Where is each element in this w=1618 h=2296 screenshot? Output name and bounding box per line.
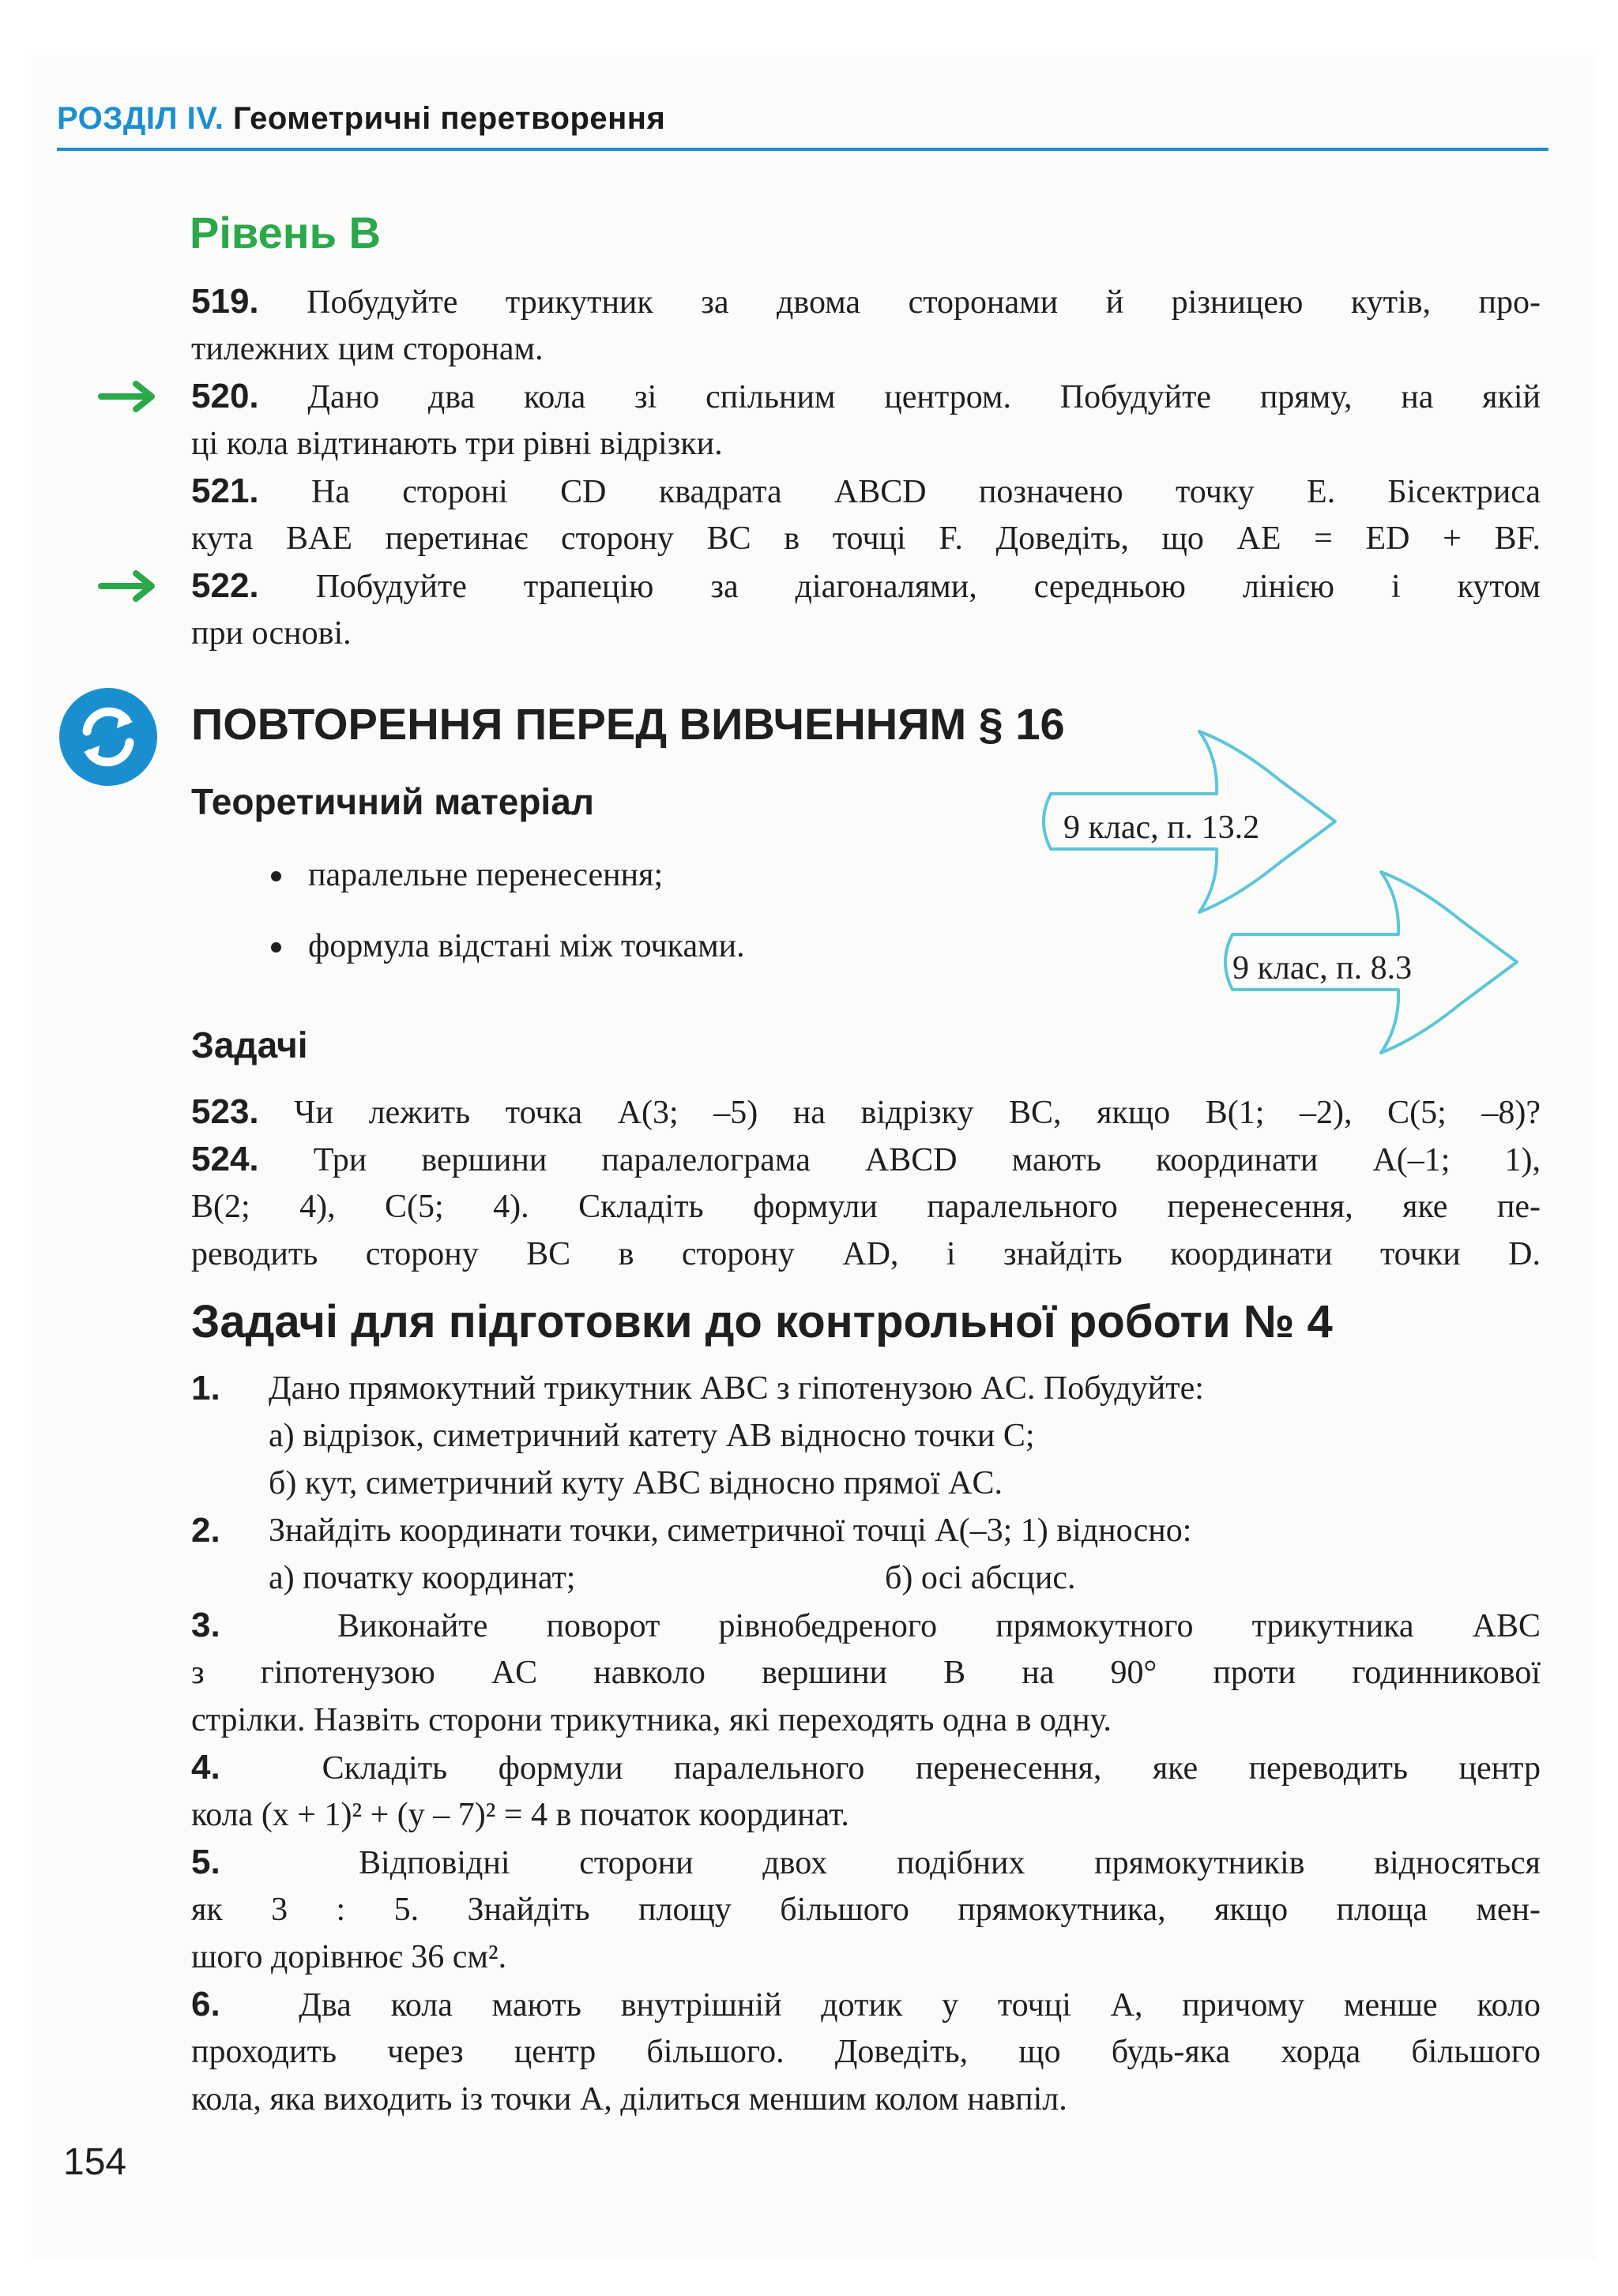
test-task-3-line-2: з гіпотенузою AC навколо вершини B на 90° проти годинникової [191,1655,1541,1691]
arrow-right-icon [98,569,161,603]
bullet [271,942,281,953]
test-task-4-line-2: кола (x + 1)² + (y – 7)² = 4 в початок координат. [191,1797,849,1833]
test-task-1-line-3: б) кут, симетричний куту ABC відносно прямої AC. [269,1465,1003,1501]
test-task-1-num: 1. [191,1369,220,1407]
page-number: 154 [63,2141,127,2183]
test-task-5-line-2: як 3 : 5. Знайдіть площу більшого прямокутника, якщо площа мен- [191,1892,1541,1928]
problem-522-line-1: 522. Побудуйте трапецію за діагоналями, середньою лінією і кутом [191,566,1541,605]
theory-title: Теоретичний матеріал [191,781,594,822]
reference-label-2: 9 клас, п. 8.3 [1232,950,1413,986]
problem-522-line-2: при основі. [191,615,352,652]
test-task-6-line-1: 6. Два кола мають внутрішній дотик у точці A, причому менше коло [191,1985,1541,2024]
test-prep-title: Задачі для підготовки до контрольної роботи № 4 [191,1296,1333,1347]
running-header [57,101,665,137]
section-label: РОЗДІЛ IV. [57,101,224,136]
reference-label-1: 9 клас, п. 13.2 [1063,810,1260,846]
test-task-2-num: 2. [191,1511,220,1550]
bullet [271,871,281,881]
test-task-2-option-a: а) початку координат; [269,1560,576,1596]
test-task-2-option-b: б) осі абсцис. [885,1560,1076,1596]
theory-bullet-1: паралельне перенесення; [308,857,664,893]
problem-524-line-3: реводить сторону BC в сторону AD, і знайдіть координати точки D. [191,1236,1541,1272]
problem-519-line-2: тилежних цим сторонам. [191,331,544,367]
problem-519-line-1: 519. Побудуйте трикутник за двома сторонами й різницею кутів, про- [191,282,1541,321]
problem-520-line-2: ці кола відтинають три рівні відрізки. [191,426,723,462]
level-title: Рівень В [190,208,381,257]
problem-521-line-1: 521. На стороні CD квадрата ABCD позначено точку E. Бісектриса [191,472,1541,510]
refresh-cycle-icon [57,686,160,788]
review-title: ПОВТОРЕННЯ ПЕРЕД ВИВЧЕННЯМ § 16 [191,699,1065,749]
test-task-5-line-3: шого дорівнює 36 см². [191,1939,507,1975]
theory-bullet-2: формула відстані між точками. [308,928,745,964]
test-task-5-line-1: 5. Відповідні сторони двох подібних прямокутників відносяться [191,1843,1541,1881]
test-task-3-line-3: стрілки. Назвіть сторони трикутника, які переходять одна в одну. [191,1702,1112,1738]
tasks-title: Задачі [191,1024,308,1065]
problem-524-line-2: B(2; 4), C(5; 4). Складіть формули паралельного перенесення, яке пе- [191,1189,1541,1225]
header-rule [57,148,1548,151]
section-title: Геометричні перетворення [232,101,666,136]
problem-521-line-2: кута BAE перетинає сторону BC в точці F. Доведіть, що AE = ED + BF. [191,520,1541,557]
test-task-6-line-2: проходить через центр більшого. Доведіть, що будь-яка хорда більшого [191,2034,1541,2070]
test-task-1-line-2: а) відрізок, симетричний катету AB відносно точки C; [269,1418,1035,1454]
arrow-right-icon [98,379,161,414]
test-task-6-line-3: кола, яка виходить із точки A, ділиться меншим колом навпіл. [191,2081,1067,2118]
test-task-1-line-1: Дано прямокутний трикутник ABC з гіпотенузою AC. Побудуйте: [269,1370,1204,1407]
test-task-3-line-1: 3. Виконайте поворот рівнобедреного прямокутного трикутника ABC [191,1606,1541,1644]
problem-523: 523. Чи лежить точка A(3; –5) на відрізку BC, якщо B(1; –2), C(5; –8)? [191,1092,1541,1131]
test-task-2-line-1: Знайдіть координати точки, симетричної точці A(–3; 1) відносно: [269,1513,1192,1549]
problem-524-line-1: 524. Три вершини паралелограма ABCD мають координати A(–1; 1), [191,1140,1541,1178]
test-task-4-line-1: 4. Складіть формули паралельного перенесення, яке переводить центр [191,1748,1541,1787]
problem-520-line-1: 520. Дано два кола зі спільним центром. Побудуйте пряму, на якій [191,377,1541,415]
